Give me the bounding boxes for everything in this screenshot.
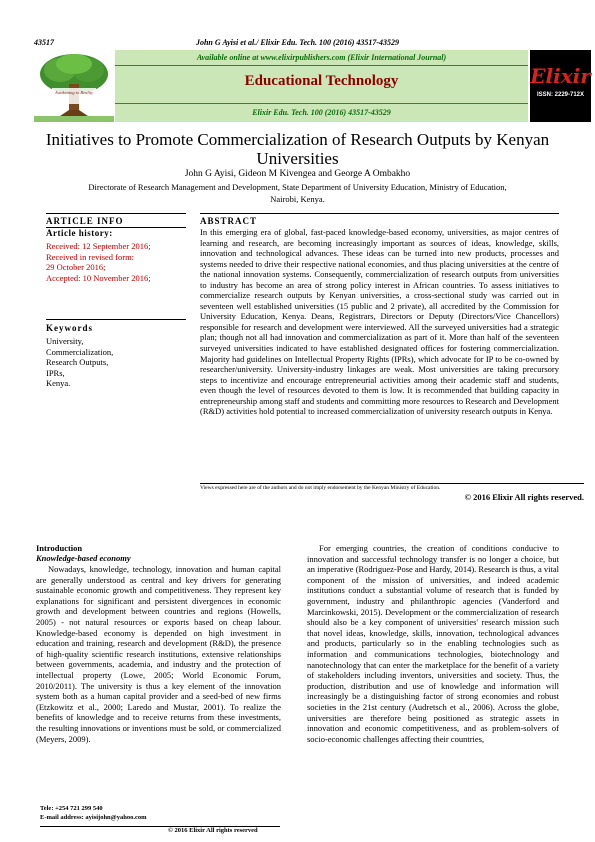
authors: John G Ayisi, Gideon M Kivengea and George A Ombakho bbox=[184, 169, 411, 179]
history-item: Received: 12 September 2016; bbox=[46, 241, 151, 251]
divider bbox=[46, 319, 186, 320]
divider bbox=[200, 483, 584, 484]
right-column bbox=[307, 543, 559, 744]
article-title bbox=[20, 130, 575, 168]
history-heading: Article history: bbox=[46, 228, 113, 238]
elixir-wordmark: Elixir bbox=[530, 64, 591, 88]
running-citation: John G Ayisi et al./ Elixir Edu. Tech. 100 (2016) 43517-43529 bbox=[195, 38, 400, 47]
affiliation-line: Nairobi, Kenya. bbox=[270, 194, 325, 204]
journal-issue: Elixir Edu. Tech. 100 (2016) 43517-43529 bbox=[252, 108, 391, 117]
divider bbox=[200, 213, 559, 214]
journal-name: Educational Technology bbox=[244, 73, 399, 89]
history-item: Accepted: 10 November 2016; bbox=[46, 272, 151, 283]
footer-copyright: © 2016 Elixir All rights reserved bbox=[168, 827, 258, 834]
available-online: Available online at www.elixirpublishers.com (Elixir International Journal) bbox=[196, 53, 447, 62]
history-item: 29 October 2016; bbox=[46, 262, 106, 272]
section-subheading: Knowledge-based economy bbox=[36, 553, 131, 563]
history-list bbox=[46, 241, 201, 283]
left-column bbox=[36, 564, 281, 744]
keyword: University, bbox=[46, 336, 84, 346]
affiliation bbox=[40, 181, 555, 205]
article-info-heading: ARTICLE INFO bbox=[46, 216, 124, 226]
divider bbox=[46, 213, 186, 214]
keyword: Kenya. bbox=[46, 378, 71, 388]
body-paragraph: Nowadays, knowledge, technology, innovation and human capital are generally understood as central and key drivers for generating sustainable economic growth and competitiveness. They represent key explanations for significant and persistent divergences in economic growth and development between countries and regions (Howells, 2005) - not natural resources or exports based on cheap labour. Knowledge-based economy is depended on high investment in education and training, research and development (R&D), the presence of high-quality scientific research institutions, extensive relationships between governments, academia, and industry and the protection of intellectual property (Lowe, 2005; World Economic Forum, 2010/2011). The university is thus a key element of the innovation system both as a human capital provider and a seed-bed of new firms (Etzkowitz et al., 2000; Laredo and Mustar, 2001). To realize the benefits of knowledge and to receive returns from these investments, the resulting innovations or inventions must be sold, or commercialized (Meyers, 2009). bbox=[36, 564, 281, 744]
intro-heading: Introduction bbox=[36, 543, 83, 553]
history-item: Received in revised form: bbox=[46, 251, 135, 262]
banner-divider bbox=[115, 65, 528, 66]
abstract-heading: ABSTRACT bbox=[200, 216, 258, 226]
title-line: Initiatives to Promote Commercialization of Research Outputs by Kenyan bbox=[45, 130, 550, 149]
abstract-text: In this emerging era of global, fast-paced knowledge-based economy, universities, as major centres of learning and research, are becoming increasingly important as sources of ideas, knowledge, skills, innovation and technological advances. These ideas can be turned into new products, processes and systems needed to drive their respective national economies, and thus placing universities at the centre of the national innovation systems. Consequently, commercialization of research outputs from universities to industry has become an area of strong policy interest in African countries. To assess initiatives to commercialize research outputs by Kenyan universities, a cross-sectional study was carried out in seventeen well established universities (15 public and 2 private), all accredited by the Commission for University Education, Kenya. Deans, Registrars, Directors or Deputy (Directors/Vice Chancellors) responsible for research and development were interviewed. All the surveyed universities had a strategic plan; though not all had innovation and commercialization as part of it. More than half of the seventeen surveyed universities indicated to have established designated offices for fostering commercialization. Majority had guidelines on Intellectual Property Rights (IPRs), which advocate for IP to be co-owned by researcher/university. University-industry linkages are weak. Most universities are taking precursory steps to incentivize and encourage entrepreneurial activities among their academic staff and students, even though the level of resources devoted to them is low. It is recommended that building capacity in entrepreneurship among staff and students and committing more resources to Research and Development (R&D) activities hold potential to increased commercialization of university research outputs in Kenya. bbox=[200, 227, 559, 417]
elixir-logo bbox=[530, 50, 591, 122]
page-number: 43517 bbox=[34, 38, 54, 47]
keyword: Research Outputs, bbox=[46, 357, 109, 367]
keywords-heading: Keywords bbox=[46, 323, 93, 333]
elixir-issn: ISSN: 2229-712X bbox=[536, 92, 585, 98]
journal-banner bbox=[34, 50, 591, 122]
affiliation-line: Directorate of Research Management and Development, State Department of University Education, Ministry of Education, bbox=[88, 182, 507, 192]
tree-logo bbox=[34, 50, 114, 122]
banner-divider bbox=[115, 103, 528, 104]
keyword: IPRs, bbox=[46, 367, 65, 378]
logo-caption: Awakening to Reality bbox=[54, 90, 94, 95]
title-line: Universities bbox=[256, 149, 339, 168]
keywords-list bbox=[46, 336, 201, 389]
body-paragraph: For emerging countries, the creation of conditions conducive to innovation and successful technology transfer is no longer a choice, but an imperative (Rodriguez-Pose and Hardy, 2014). Research is thus, a vital component of the mission of universities, and indeed academic institutions conduct a substantial volume of research that is funded by government, industry and philanthropic agencies (Vanderford and Marcinkowski, 2015). Development or the commercialization of research should also be a key component of universities' research mission such that novel ideas, knowledge, skills, innovation, technological advances and products, particularly so in the enabling technologies such as information and communications technologies, biotechnology and nanotechnology that can enter the marketplace for the benefit of a variety of stakeholders including inventors, universities and society. Thus, the production, distribution and use of knowledge and information will increasingly be a distinguishing factor of strong economies and robust societies in the 21st century (Audretsch et al., 2006). Across the globe, universities are therefore being positioned as strategic assets in innovation and economic competitiveness, and as problem-solvers of socio-economic challenges affecting their countries, bbox=[307, 543, 559, 744]
disclaimer: Views expressed here are of the authors and do not imply endorsement by the Kenyan Ministry of Education. bbox=[200, 485, 441, 491]
footnote-email: E-mail address: ayisijohn@yahoo.com bbox=[40, 814, 147, 821]
footnote-tel: Tele: +254 721 299 540 bbox=[40, 805, 103, 812]
keyword: Commercialization, bbox=[46, 346, 114, 357]
abstract-copyright: © 2016 Elixir All rights reserved. bbox=[464, 492, 584, 502]
banner-middle bbox=[115, 50, 528, 122]
